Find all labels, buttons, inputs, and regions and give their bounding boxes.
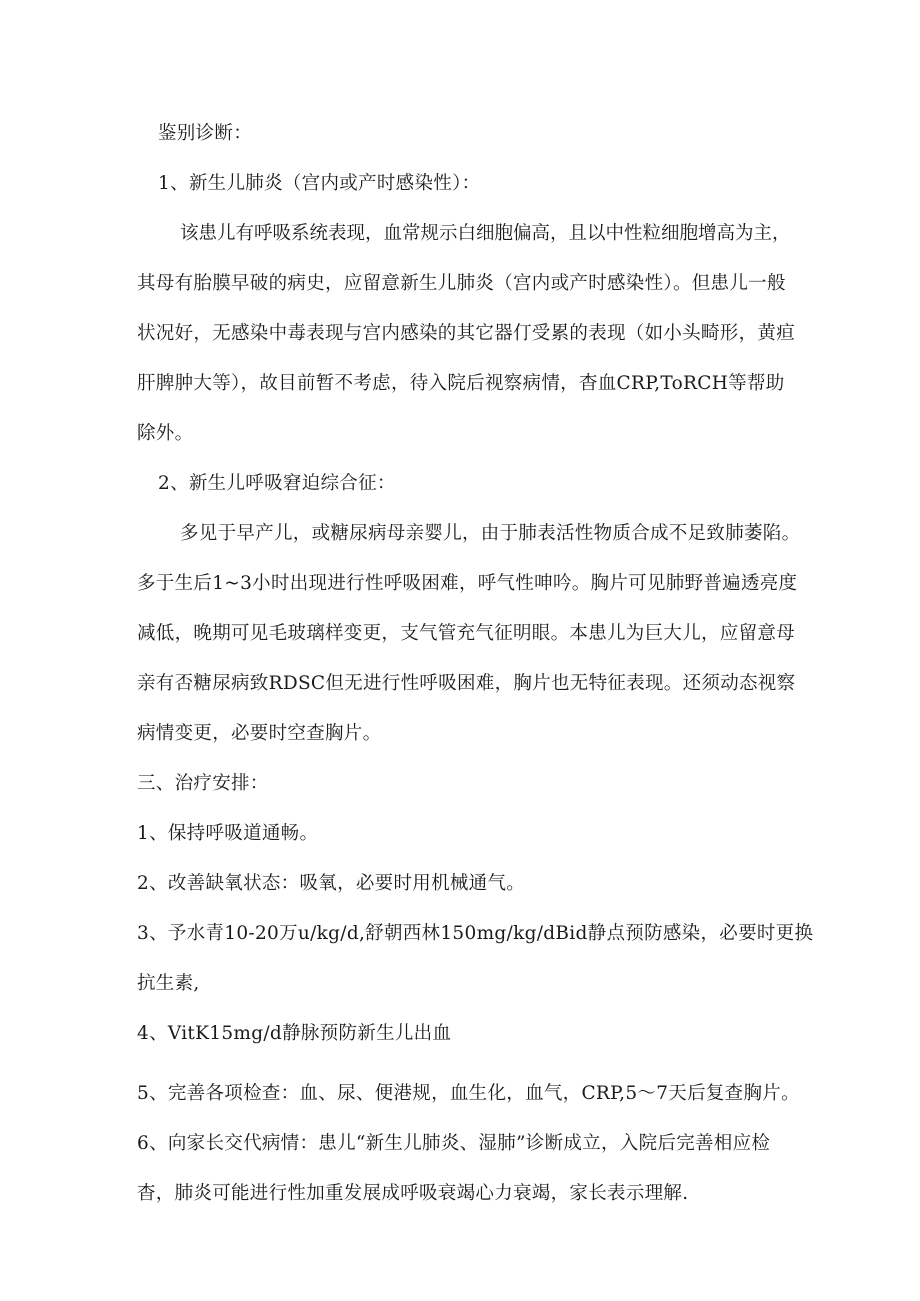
treatment-step: 5、完善各项检查：血、尿、便港规，血生化，血气，CRP,5～7天后复查胸片。 <box>137 1083 800 1104</box>
item2-paragraph-line: 病情变更，必要时空查胸片。 <box>137 723 382 744</box>
treatment-heading: 三、治疗安排： <box>137 773 269 794</box>
treatment-step: 4、VitK15mg/d静脉预防新生儿出血 <box>137 1023 452 1044</box>
differential-heading: 鉴别诊断： <box>158 123 253 144</box>
treatment-step: 1、保持呼吸道通畅。 <box>137 823 319 844</box>
item1-paragraph-line: 除外。 <box>137 423 194 444</box>
item2-title: 2、新生儿呼吸窘迫综合征： <box>158 473 396 494</box>
treatment-step: 抗生素, <box>137 973 200 994</box>
treatment-step: 2、改善缺氧状态：吸氧，必要时用机械通气。 <box>137 873 526 894</box>
item1-title: 1、新生儿肺炎（宫内或产时感染性）： <box>158 173 481 194</box>
item2-paragraph-line: 减低，晚期可见毛玻璃样变更，支气管充气征明眼。本患儿为巨大儿，应留意母 <box>137 623 796 644</box>
item2-paragraph-line: 多见于早产儿，或糖尿病母亲婴儿，由于肺表活性物质合成不足致肺萎陷。 <box>180 523 801 544</box>
treatment-step: 6、向家长交代病情：患儿“新生儿肺炎、湿肺”诊断成立，入院后完善相应检 <box>137 1133 771 1154</box>
item1-paragraph-line: 该患儿有呼吸系统表现，血常规示白细胞偏高，且以中性粒细胞增高为主， <box>180 223 791 244</box>
treatment-step: 杳，肺炎可能进行性加重发展成呼吸衰竭心力衰竭，家长表示理解. <box>137 1183 689 1204</box>
item2-paragraph-line: 亲有否糖尿病致RDSC但无进行性呼吸困难，胸片也无特征表现。还须动态视察 <box>137 673 796 694</box>
item1-paragraph-line: 肝脾肿大等），故目前暂不考虑，待入院后视察病情，杳血CRP,ToRCH等帮助 <box>137 373 785 394</box>
item2-paragraph-line: 多于生后1~3小时出现进行性呼吸困难，呼气性呻吟。胸片可见肺野普遍透亮度 <box>137 573 798 594</box>
item1-paragraph-line: 状况好，无感染中毒表现与宫内感染的其它器仃受累的表现（如小头畸形，黄疸 <box>137 323 796 344</box>
item1-paragraph-line: 其母有胎膜早破的病史，应留意新生儿肺炎（宫内或产时感染性）。但患儿一般 <box>137 273 786 294</box>
treatment-step: 3、予水青10-20万u/kg/d,舒朝西林150mg/kg/dBid静点预防感染，必要时更换 <box>137 923 814 944</box>
